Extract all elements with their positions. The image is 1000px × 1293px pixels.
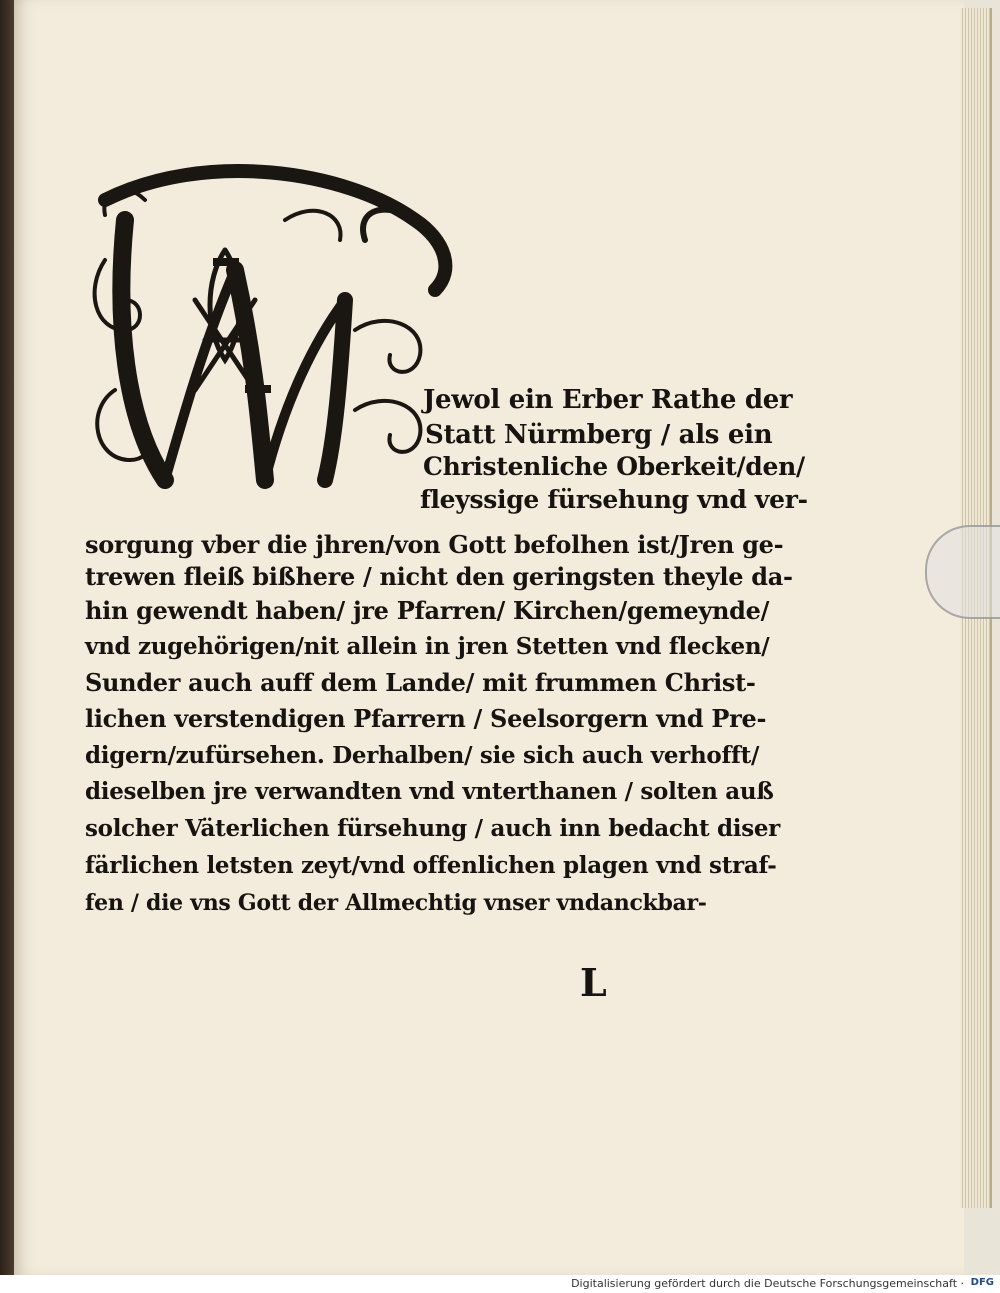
text-line: Christenliche Oberkeit/den/ <box>423 452 805 481</box>
text-line: solcher Väterlichen fürsehung / auch inn bedacht diser <box>85 815 780 842</box>
text-line: färlichen letsten zeyt/vnd offenlichen plagen vnd straf- <box>85 852 777 879</box>
catchword: L <box>580 960 607 1005</box>
text-line: dieselben jre verwandten vnd vnterthanen / solten auß <box>85 778 774 805</box>
footer-credit: Digitalisierung gefördert durch die Deutsche Forschungsgemeinschaft · <box>571 1277 964 1290</box>
text-line: hin gewendt haben/ jre Pfarren/ Kirchen/gemeynde/ <box>85 596 770 625</box>
text-line: fleyssige fürsehung vnd ver- <box>420 485 808 514</box>
text-line: trewen fleiß bißhere / nicht den geringsten theyle da- <box>85 562 793 591</box>
text-line: lichen verstendigen Pfarrern / Seelsorgern vnd Pre- <box>85 704 767 733</box>
text-line: vnd zugehörigen/nit allein in jren Stetten vnd flecken/ <box>85 633 770 660</box>
text-line: Statt Nürmberg / als ein <box>425 420 773 450</box>
decorated-initial-w <box>85 160 465 500</box>
text-line: fen / die vns Gott der Allmechtig vnser vndanckbar- <box>85 890 707 916</box>
text-line: Jewol ein Erber Rathe der <box>423 385 793 415</box>
text-line: sorgung vber die jhren/von Gott befolhen ist/Jren ge- <box>85 530 784 559</box>
text-line: digern/zufürsehen. Derhalben/ sie sich auch verhofft/ <box>85 742 760 769</box>
text-line: Sunder auch auff dem Lande/ mit frummen Christ- <box>85 668 756 697</box>
dfg-logo: DFG <box>970 1277 994 1288</box>
footer-bar <box>0 1275 1000 1293</box>
